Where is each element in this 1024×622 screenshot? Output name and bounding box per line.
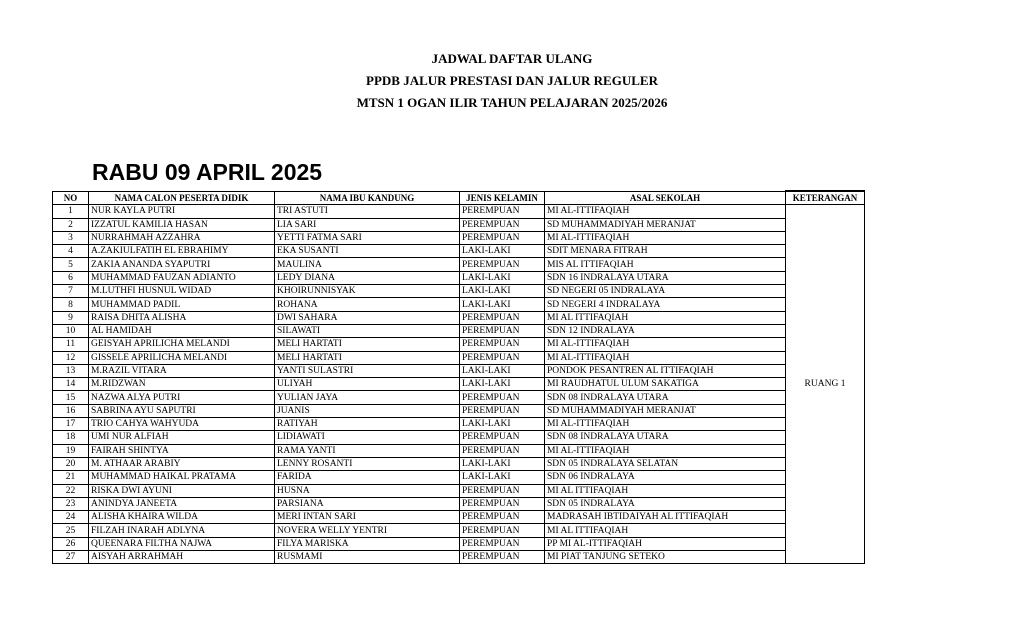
cell-origin-school: MI AL-ITTIFAQIAH (545, 205, 786, 218)
cell-mother-name: MELI HARTATI (275, 351, 460, 364)
cell-origin-school: SDN 05 INDRALAYA (545, 497, 786, 510)
cell-mother-name: LEDY DIANA (275, 271, 460, 284)
table-row (53, 404, 865, 417)
cell-gender: PEREMPUAN (460, 311, 545, 324)
cell-no: 7 (53, 285, 89, 298)
cell-mother-name: RUSMAMI (275, 551, 460, 564)
cell-mother-name: HUSNA (275, 484, 460, 497)
cell-gender: LAKI-LAKI (460, 298, 545, 311)
table-row (53, 298, 865, 311)
cell-gender: PEREMPUAN (460, 484, 545, 497)
cell-no: 6 (53, 271, 89, 284)
table-row (53, 311, 865, 324)
cell-mother-name: PARSIANA (275, 497, 460, 510)
cell-student-name: RISKA DWI AYUNI (89, 484, 275, 497)
cell-mother-name: YETTI FATMA SARI (275, 231, 460, 244)
cell-mother-name: NOVERA WELLY YENTRI (275, 524, 460, 537)
header-student-name: NAMA CALON PESERTA DIDIK (89, 191, 275, 205)
cell-origin-school: MI AL-ITTIFAQIAH (545, 418, 786, 431)
cell-student-name: NURRAHMAH AZZAHRA (89, 231, 275, 244)
cell-student-name: MUHAMMAD PADIL (89, 298, 275, 311)
cell-mother-name: JUANIS (275, 404, 460, 417)
cell-gender: LAKI-LAKI (460, 271, 545, 284)
cell-origin-school: SD MUHAMMADIYAH MERANJAT (545, 404, 786, 417)
cell-origin-school: SD NEGERI 4 INDRALAYA (545, 298, 786, 311)
cell-gender: PEREMPUAN (460, 205, 545, 218)
cell-gender: PEREMPUAN (460, 524, 545, 537)
table-row (53, 258, 865, 271)
cell-origin-school: MI AL ITTIFAQIAH (545, 524, 786, 537)
cell-mother-name: DWI SAHARA (275, 311, 460, 324)
cell-student-name: NAZWA ALYA PUTRI (89, 391, 275, 404)
table-row (53, 551, 865, 564)
table-row (53, 245, 865, 258)
cell-gender: LAKI-LAKI (460, 245, 545, 258)
cell-origin-school: SDN 06 INDRALAYA (545, 471, 786, 484)
cell-student-name: MUHAMMAD FAUZAN ADIANTO (89, 271, 275, 284)
cell-origin-school: MI AL-ITTIFAQIAH (545, 231, 786, 244)
cell-gender: PEREMPUAN (460, 338, 545, 351)
cell-origin-school: SDN 12 INDRALAYA (545, 324, 786, 337)
cell-no: 12 (53, 351, 89, 364)
cell-student-name: SABRINA AYU SAPUTRI (89, 404, 275, 417)
cell-mother-name: EKA SUSANTI (275, 245, 460, 258)
cell-student-name: A.ZAKIULFATIH EL EBRAHIMY (89, 245, 275, 258)
cell-origin-school: MI AL-ITTIFAQIAH (545, 351, 786, 364)
cell-student-name: ANINDYA JANEETA (89, 497, 275, 510)
cell-origin-school: MIS AL ITTIFAQIAH (545, 258, 786, 271)
cell-mother-name: KHOIRUNNISYAK (275, 285, 460, 298)
table-row (53, 338, 865, 351)
table-row (53, 364, 865, 377)
cell-origin-school: MI AL-ITTIFAQIAH (545, 338, 786, 351)
table-row (53, 391, 865, 404)
cell-mother-name: LIA SARI (275, 218, 460, 231)
cell-origin-school: MI PIAT TANJUNG SETEKO (545, 551, 786, 564)
cell-no: 23 (53, 497, 89, 510)
cell-no: 16 (53, 404, 89, 417)
cell-gender: LAKI-LAKI (460, 418, 545, 431)
cell-student-name: GEISYAH APRILICHA MELANDI (89, 338, 275, 351)
cell-no: 13 (53, 364, 89, 377)
header-no: NO (53, 191, 89, 205)
cell-no: 10 (53, 324, 89, 337)
cell-gender: LAKI-LAKI (460, 378, 545, 391)
header-origin-school: ASAL SEKOLAH (545, 191, 786, 205)
registration-table (52, 190, 865, 564)
cell-no: 27 (53, 551, 89, 564)
cell-gender: PEREMPUAN (460, 444, 545, 457)
cell-gender: LAKI-LAKI (460, 457, 545, 470)
table-row (53, 231, 865, 244)
cell-mother-name: TRI ASTUTI (275, 205, 460, 218)
cell-gender: PEREMPUAN (460, 537, 545, 550)
table-row (53, 285, 865, 298)
header-gender: JENIS KELAMIN (460, 191, 545, 205)
cell-no: 18 (53, 431, 89, 444)
table-row (53, 511, 865, 524)
cell-origin-school: SDIT MENARA FITRAH (545, 245, 786, 258)
cell-mother-name: MERI INTAN SARI (275, 511, 460, 524)
cell-gender: PEREMPUAN (460, 511, 545, 524)
cell-no: 11 (53, 338, 89, 351)
cell-gender: LAKI-LAKI (460, 285, 545, 298)
cell-no: 9 (53, 311, 89, 324)
cell-no: 14 (53, 378, 89, 391)
cell-student-name: ALISHA KHAIRA WILDA (89, 511, 275, 524)
cell-student-name: M.LUTHFI HUSNUL WIDAD (89, 285, 275, 298)
cell-student-name: IZZATUL KAMILIA HASAN (89, 218, 275, 231)
cell-remarks-room: RUANG 1 (786, 205, 865, 564)
header-mother-name: NAMA IBU KANDUNG (275, 191, 460, 205)
table-row (53, 444, 865, 457)
cell-origin-school: SDN 08 INDRALAYA UTARA (545, 431, 786, 444)
header-remarks: KETERANGAN (786, 191, 865, 205)
title-line-2: PPDB JALUR PRESTASI DAN JALUR REGULER (366, 73, 658, 88)
cell-no: 25 (53, 524, 89, 537)
table-row (53, 524, 865, 537)
cell-no: 22 (53, 484, 89, 497)
cell-student-name: AL HAMIDAH (89, 324, 275, 337)
cell-no: 20 (53, 457, 89, 470)
cell-student-name: FAIRAH SHINTYA (89, 444, 275, 457)
cell-mother-name: SILAWATI (275, 324, 460, 337)
cell-origin-school: SDN 05 INDRALAYA SELATAN (545, 457, 786, 470)
cell-mother-name: MELI HARTATI (275, 338, 460, 351)
cell-origin-school: PP MI AL-ITTIFAQIAH (545, 537, 786, 550)
table-body (53, 205, 865, 564)
cell-gender: PEREMPUAN (460, 324, 545, 337)
cell-gender: LAKI-LAKI (460, 364, 545, 377)
cell-mother-name: YULIAN JAYA (275, 391, 460, 404)
cell-no: 4 (53, 245, 89, 258)
table-row (53, 471, 865, 484)
cell-mother-name: MAULINA (275, 258, 460, 271)
cell-origin-school: SDN 08 INDRALAYA UTARA (545, 391, 786, 404)
cell-gender: PEREMPUAN (460, 551, 545, 564)
table-row (53, 537, 865, 550)
cell-origin-school: MI RAUDHATUL ULUM SAKATIGA (545, 378, 786, 391)
cell-origin-school: PONDOK PESANTREN AL ITTIFAQIAH (545, 364, 786, 377)
table-row (53, 351, 865, 364)
cell-student-name: TRIO CAHYA WAHYUDA (89, 418, 275, 431)
cell-origin-school: SD NEGERI 05 INDRALAYA (545, 285, 786, 298)
cell-no: 2 (53, 218, 89, 231)
table-row (53, 484, 865, 497)
table-header-row (53, 191, 865, 205)
cell-student-name: RAISA DHITA ALISHA (89, 311, 275, 324)
cell-mother-name: FARIDA (275, 471, 460, 484)
cell-origin-school: SDN 16 INDRALAYA UTARA (545, 271, 786, 284)
title-line-1: JADWAL DAFTAR ULANG (431, 51, 593, 66)
table-row (53, 457, 865, 470)
cell-origin-school: MI AL-ITTIFAQIAH (545, 444, 786, 457)
cell-no: 8 (53, 298, 89, 311)
cell-no: 21 (53, 471, 89, 484)
cell-no: 24 (53, 511, 89, 524)
cell-mother-name: YANTI SULASTRI (275, 364, 460, 377)
table-row (53, 431, 865, 444)
cell-no: 17 (53, 418, 89, 431)
cell-origin-school: MI AL ITTIFAQIAH (545, 484, 786, 497)
cell-gender: PEREMPUAN (460, 231, 545, 244)
cell-student-name: M. ATHAAR ARABIY (89, 457, 275, 470)
cell-student-name: MUHAMMAD HAIKAL PRATAMA (89, 471, 275, 484)
cell-gender: PEREMPUAN (460, 404, 545, 417)
cell-mother-name: RATIYAH (275, 418, 460, 431)
cell-no: 5 (53, 258, 89, 271)
cell-gender: PEREMPUAN (460, 391, 545, 404)
cell-student-name: ZAKIA ANANDA SYAPUTRI (89, 258, 275, 271)
cell-student-name: M.RIDZWAN (89, 378, 275, 391)
cell-origin-school: MADRASAH IBTIDAIYAH AL ITTIFAQIAH (545, 511, 786, 524)
cell-gender: PEREMPUAN (460, 431, 545, 444)
cell-no: 3 (53, 231, 89, 244)
cell-mother-name: FILYA MARISKA (275, 537, 460, 550)
cell-origin-school: MI AL ITTIFAQIAH (545, 311, 786, 324)
cell-mother-name: LIDIAWATI (275, 431, 460, 444)
cell-no: 26 (53, 537, 89, 550)
cell-mother-name: LENNY ROSANTI (275, 457, 460, 470)
cell-gender: LAKI-LAKI (460, 471, 545, 484)
cell-student-name: NUR KAYLA PUTRI (89, 205, 275, 218)
document-title-block (0, 48, 1024, 114)
date-heading: RABU 09 APRIL 2025 (92, 159, 323, 185)
cell-no: 1 (53, 205, 89, 218)
cell-student-name: QUEENARA FILTHA NAJWA (89, 537, 275, 550)
table-row (53, 218, 865, 231)
title-line-3: MTSN 1 OGAN ILIR TAHUN PELAJARAN 2025/2026 (356, 95, 668, 110)
cell-no: 15 (53, 391, 89, 404)
cell-gender: PEREMPUAN (460, 497, 545, 510)
cell-mother-name: RAMA YANTI (275, 444, 460, 457)
table-row (53, 271, 865, 284)
cell-mother-name: ROHANA (275, 298, 460, 311)
cell-no: 19 (53, 444, 89, 457)
table-row (53, 418, 865, 431)
cell-student-name: M.RAZIL VITARA (89, 364, 275, 377)
table-row (53, 378, 865, 391)
cell-student-name: AISYAH ARRAHMAH (89, 551, 275, 564)
cell-student-name: GISSELE APRILICHA MELANDI (89, 351, 275, 364)
cell-origin-school: SD MUHAMMADIYAH MERANJAT (545, 218, 786, 231)
cell-gender: PEREMPUAN (460, 351, 545, 364)
cell-gender: PEREMPUAN (460, 218, 545, 231)
table-row (53, 324, 865, 337)
cell-gender: PEREMPUAN (460, 258, 545, 271)
table-row (53, 497, 865, 510)
cell-student-name: UMI NUR ALFIAH (89, 431, 275, 444)
table-row (53, 205, 865, 218)
cell-student-name: FILZAH INARAH ADLYNA (89, 524, 275, 537)
cell-mother-name: ULIYAH (275, 378, 460, 391)
